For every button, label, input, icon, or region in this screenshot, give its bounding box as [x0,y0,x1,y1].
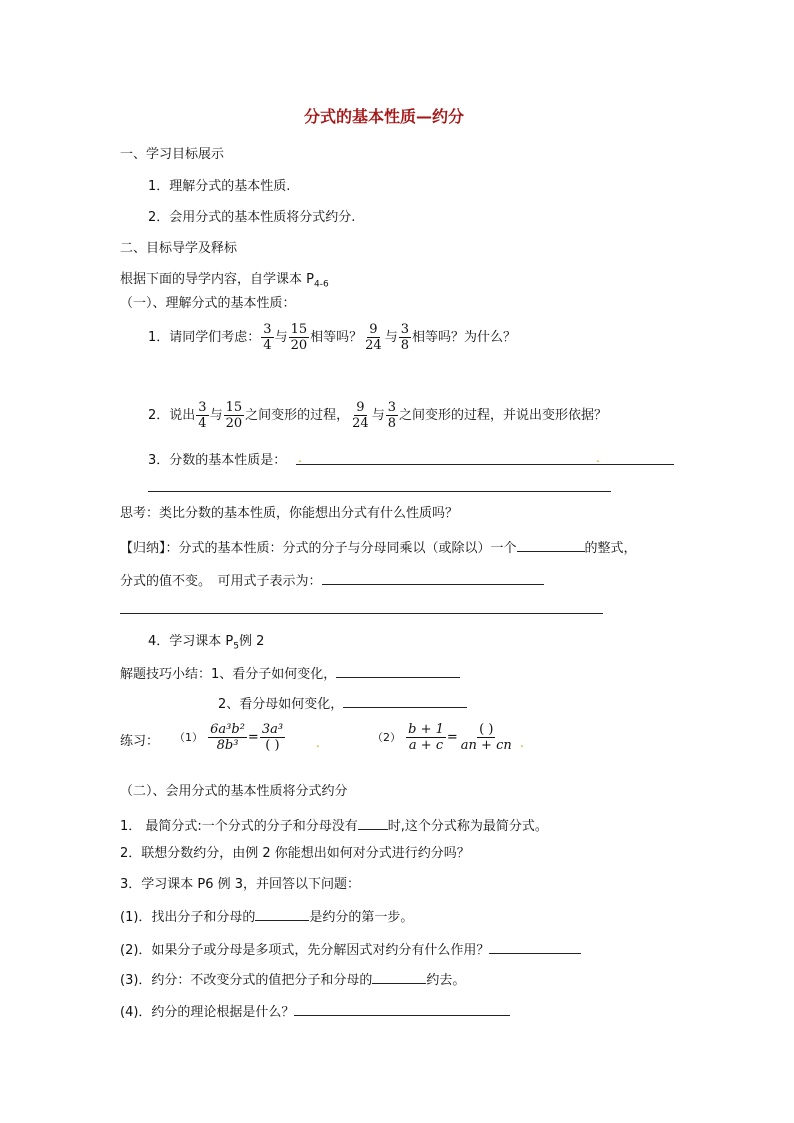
fraction-3-4: $\frac{3}{4}$ [263,322,272,353]
q4-text-a: 4．学习课本 P [148,634,234,649]
tip-2-text: 2、看分母如何变化， [218,697,344,712]
answer-line[interactable] [148,491,611,492]
practice-2-rhs: $\frac{( )}{an + cn}$ [460,722,512,753]
practice-label: 练习： [120,734,160,749]
part-1-heading: （一）、理解分式的基本性质： [120,296,296,311]
sub-question-3 [120,969,465,990]
fill-blank[interactable] [336,663,460,678]
tip-1-text: 解题技巧小结：1、看分子如何变化， [120,667,337,682]
sub-4-text: (4)．约分的理论根据是什么？ [120,1005,295,1020]
q1-text-c: 相等吗？ [310,330,363,345]
tip-1 [120,663,460,684]
q2-text-c: 之间变形的过程， [245,408,350,423]
part-2-heading: （二）、会用分式的基本性质将分式约分 [120,784,348,799]
dot-mark: . [316,736,320,750]
fill-blank[interactable] [517,537,585,552]
summary-line-2 [120,570,544,591]
sub-2-text: (2)．如果分子或分母是多项式，先分解因式对约分有什么作用？ [120,943,490,958]
question-2 [148,400,607,431]
fraction-15-20: $\frac{15}{20}$ [225,400,243,431]
item-1 [120,815,548,836]
practice-2-number: （2） [372,731,401,744]
fraction-3-8: $\frac{3}{8}$ [387,400,396,431]
sub-3-text-a: (3)．约分：不改变分式的值把分子和分母的 [120,973,373,988]
item-3: 3．学习课本 P6 例 3，并回答以下问题： [120,877,361,892]
tip-2 [218,693,467,714]
practice-1-lhs: $\frac{\text{6a³b²}}{\text{8b³}}$ [210,722,245,753]
summary-text-c: 分式的值不变。 可用式子表示为： [120,574,322,589]
fraction-3-4: $\frac{3}{4}$ [198,400,207,431]
practice-2 [372,722,515,753]
fraction-3-8: $\frac{3}{8}$ [400,322,409,353]
item-1-text-b: 时,这个分式称为最简分式。 [387,819,548,834]
question-4 [148,633,264,656]
q1-text-e: 相等吗？为什么？ [411,330,516,345]
goal-2: 2．会用分式的基本性质将分式约分. [148,210,356,225]
fill-blank[interactable] [322,570,544,585]
equals-sign: = [446,730,458,745]
practice-1 [174,722,286,753]
q2-text-b: 与 [209,408,223,423]
q4-page: 5 [233,641,239,652]
q1-text-a: 1．请同学们考虑： [148,330,261,345]
fill-blank[interactable] [372,969,426,984]
q2-text-e: 之间变形的过程，并说出变形依据？ [398,408,607,423]
practice-1-number: （1） [174,731,203,744]
item-1-text-a: 1． 最简分式:一个分式的分子和分母没有 [120,819,358,834]
sub-1-text-b: 是约分的第一步。 [309,910,414,925]
question-1 [148,322,516,353]
answer-line[interactable] [296,464,674,465]
q2-text-d: 与 [371,408,385,423]
dot-mark: . [520,736,524,750]
sub-question-4 [120,1001,510,1022]
fraction-15-20: $\frac{15}{20}$ [290,322,308,353]
fill-blank[interactable] [294,1001,510,1016]
question-3: 3．分数的基本性质是： [148,453,287,468]
practice-2-lhs: $\frac{b + 1}{a + c}$ [408,722,444,753]
sub-1-text-a: (1)．找出分子和分母的 [120,910,256,925]
fill-blank[interactable] [489,939,581,954]
section-2-heading: 二、目标导学及释标 [120,241,238,256]
intro-line [120,271,329,294]
summary-text-a: 【归纳】：分式的基本性质：分式的分子与分母同乘以（或除以）一个 [120,541,517,556]
summary-line-1 [120,537,637,558]
fraction-9-24: $\frac{9}{24}$ [365,322,382,353]
item-2: 2．联想分数约分，由例 2 你能想出如何对分式进行约分吗？ [120,846,470,861]
answer-paren[interactable]: ( ) [479,722,494,737]
dot-mark: . [298,451,302,465]
intro-text: 根据下面的导学内容，自学课本 P [120,272,314,287]
section-1-heading: 一、学习目标展示 [120,147,225,162]
summary-text-b: 的整式， [584,541,637,556]
answer-line[interactable] [120,613,603,614]
sub-3-text-b: 约去。 [426,973,466,988]
fraction-9-24: $\frac{9}{24}$ [352,400,369,431]
fill-blank[interactable] [358,815,388,830]
sub-question-1 [120,906,413,927]
practice-1-rhs: $\frac{\text{3a³}}{( )}$ [261,722,284,753]
fill-blank[interactable] [343,693,467,708]
equals-sign: = [247,730,259,745]
answer-paren[interactable]: ( ) [265,738,280,753]
q1-text-d: 与 [384,330,398,345]
intro-pages: 4-6 [313,279,329,290]
q1-text-b: 与 [274,330,288,345]
q4-text-b: 例 2 [238,634,265,649]
goal-1: 1．理解分式的基本性质. [148,179,291,194]
sub-question-2 [120,939,581,960]
q2-text-a: 2．说出 [148,408,196,423]
page-title: 分式的基本性质—约分 [304,107,465,126]
fill-blank[interactable] [255,906,309,921]
dot-mark: . [596,451,600,465]
think-prompt: 思考：类比分数的基本性质，你能想出分式有什么性质吗？ [120,506,459,521]
